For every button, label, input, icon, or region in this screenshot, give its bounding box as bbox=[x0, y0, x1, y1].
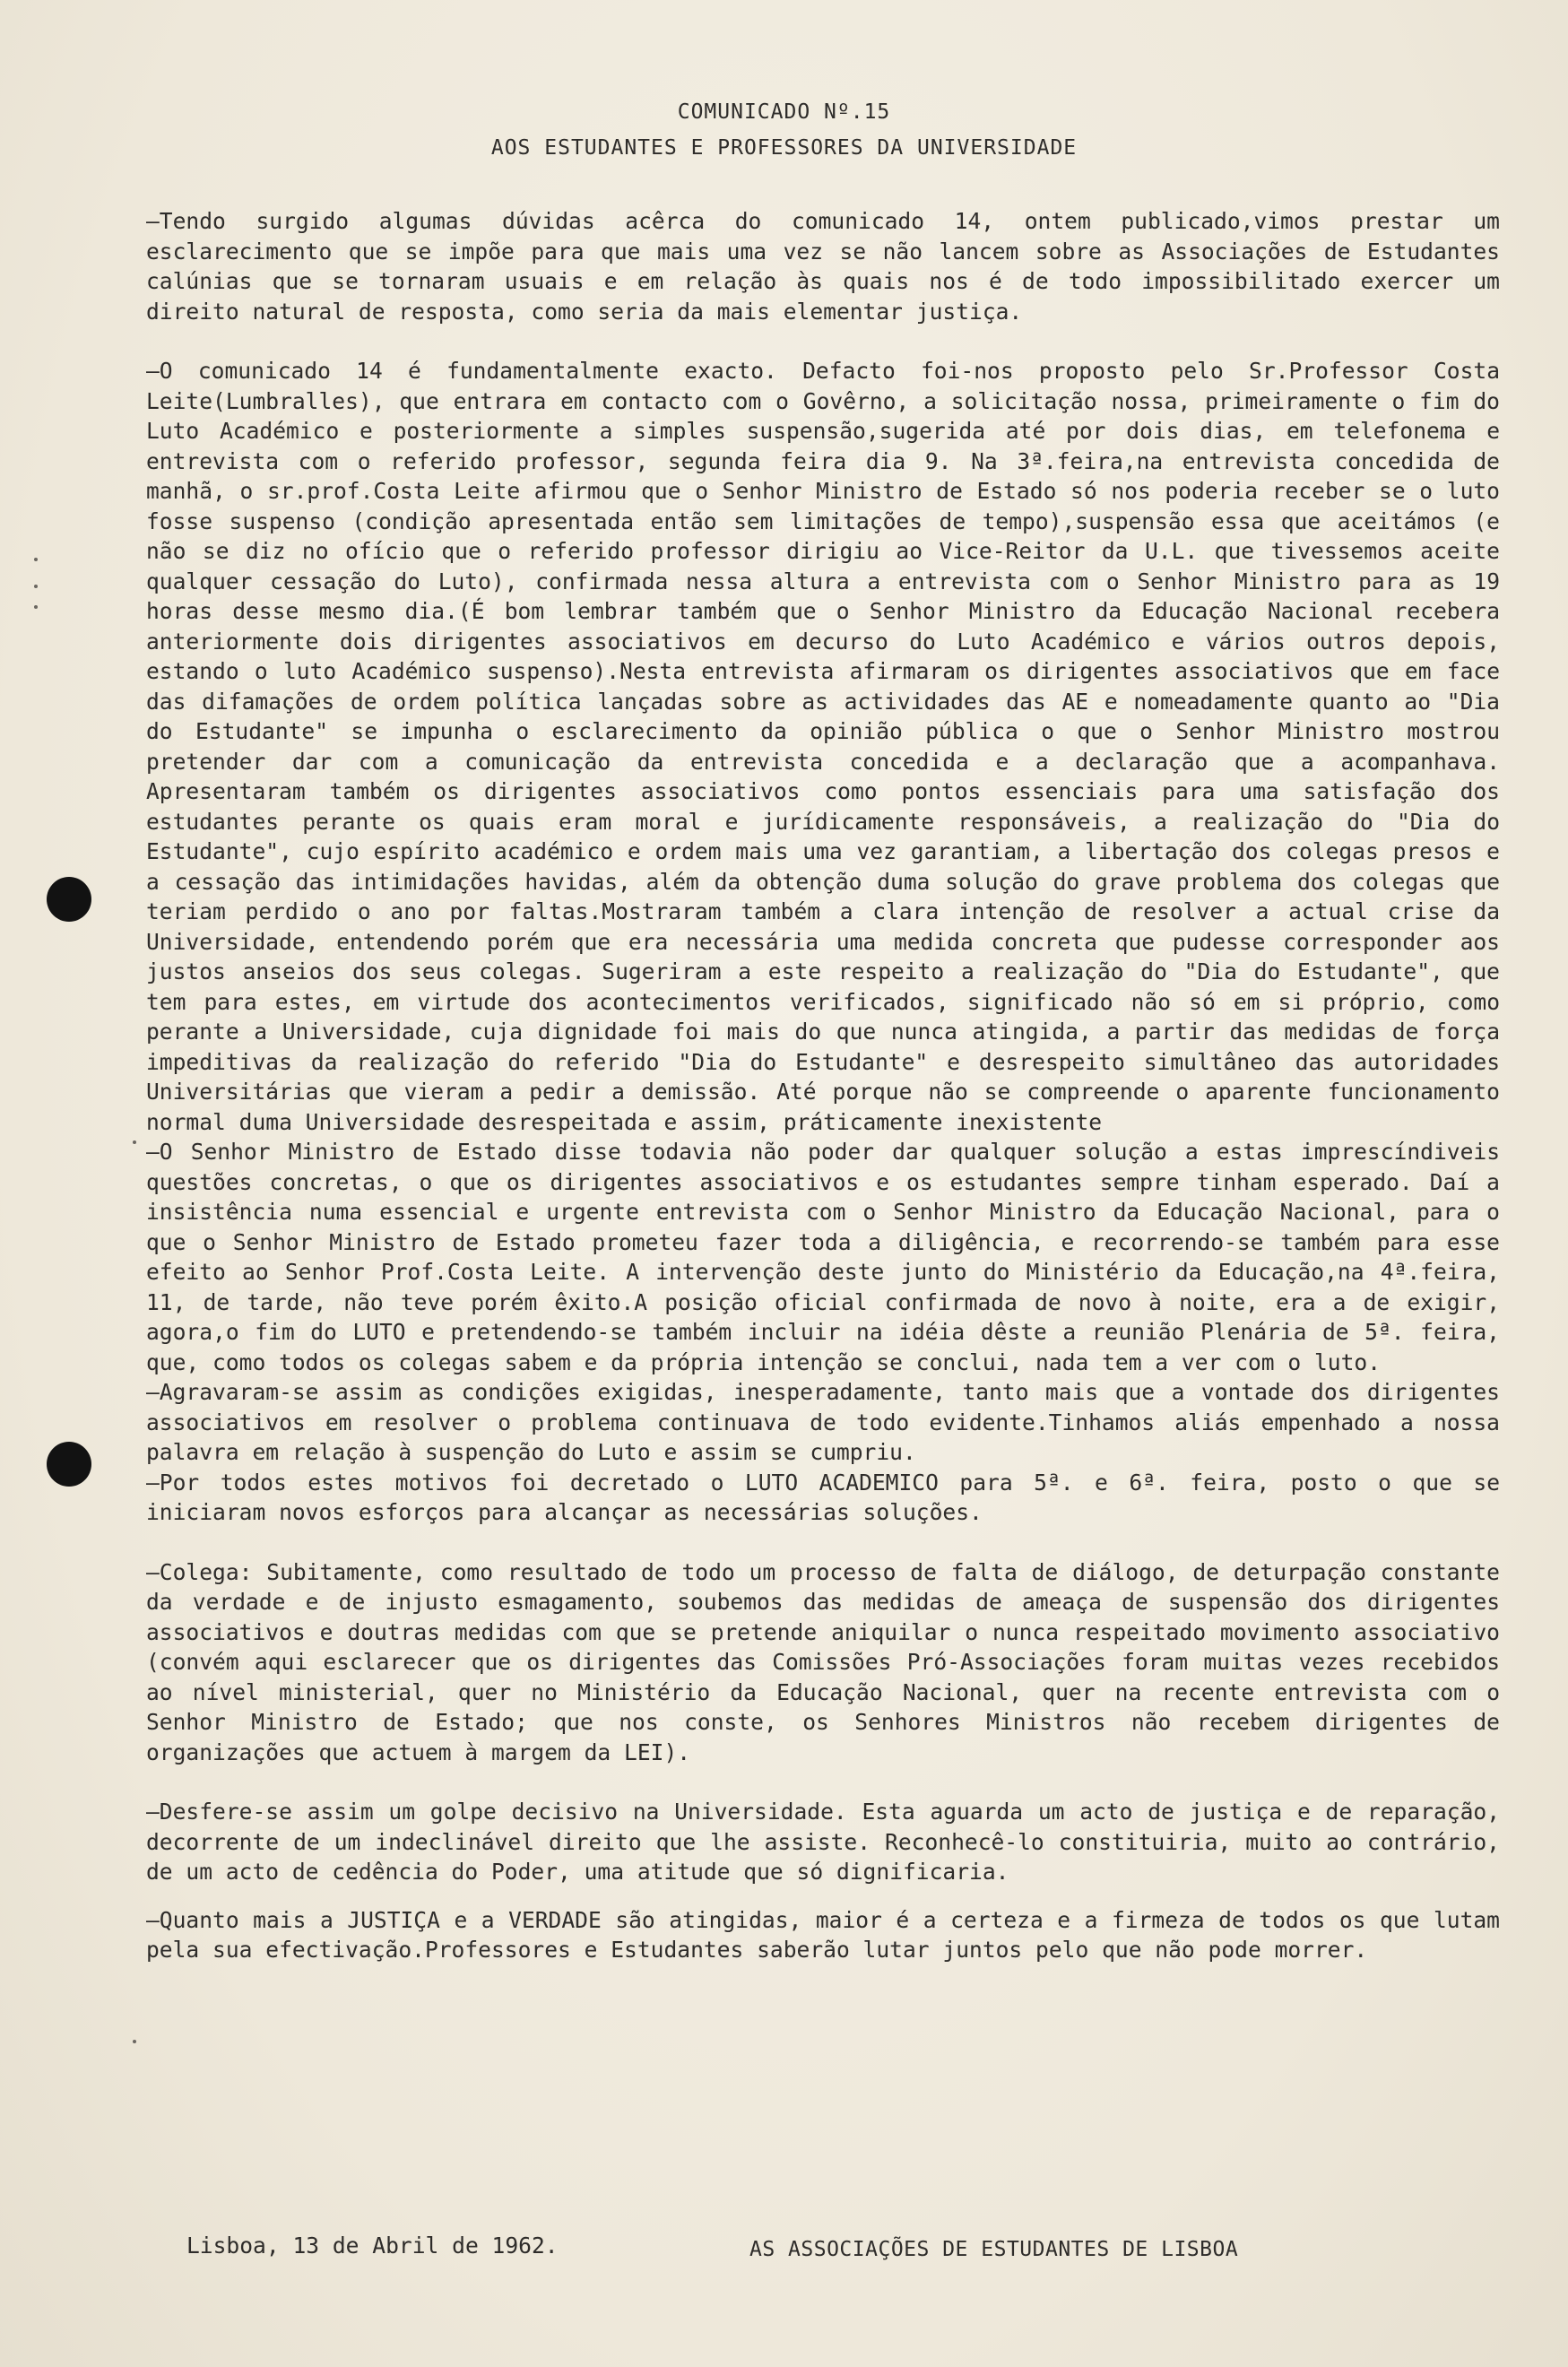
punch-hole bbox=[47, 877, 91, 922]
paragraph-luto-decreed: —Por todos estes motivos foi decretado o LUTO ACADEMICO para 5ª. e 6ª. feira, posto o que se iniciaram novos esforços para alcançar as necessárias soluções. bbox=[146, 1469, 1500, 1525]
ink-speck bbox=[34, 605, 38, 609]
place-date: Lisboa, 13 de Abril de 1962. bbox=[186, 2233, 559, 2259]
punch-hole bbox=[47, 1442, 91, 1487]
ink-speck bbox=[133, 2040, 136, 2043]
document-header bbox=[0, 100, 1568, 160]
document-title: COMUNICADO Nº.15 bbox=[677, 100, 891, 124]
ink-speck bbox=[34, 585, 38, 588]
paragraph-golpe: —Desfere-se assim um golpe decisivo na Universidade. Esta aguarda um acto de justiça e de reparação, decorrente de um indeclinável direito que lhe assiste. Reconhecê-lo constituiria, muito ao contrário, de um acto de cedência do Poder, uma atitude que só dignificaria. bbox=[146, 1799, 1500, 1885]
paragraph-communique-14: —O comunicado 14 é fundamentalmente exacto. Defacto foi-nos proposto pelo Sr.Professor Costa Leite(Lumbralles), que entrara em contacto com o Govêrno, a solicitação nossa, primeiramente o fim do Luto Académico e posteriormente a simples suspensão,sugerida até por dois dias, em telefonema e entrevista com o referido professor, segunda feira dia 9. Na 3ª.feira,na entrevista concedida de manhã, o sr.prof.Costa Leite afirmou que o Senhor Ministro de Estado só nos poderia receber se o luto fosse suspenso (condição apresentada então sem limitações de tempo),suspensão essa que aceitámos (e não se diz no ofício que o referido professor dirigiu ao Vice-Reitor da U.L. que tivessemos aceite qualquer cessação do Luto), confirmada nessa altura a entrevista com o Senhor Ministro para as 19 horas desse mesmo dia.(É bom lembrar também que o Senhor Ministro da Educação Nacional recebera anteriormente dois dirigentes associativos em decurso do Luto Académico e vários outros depois, estando o luto Académico suspenso).Nesta entrevista afirmaram os dirigentes associativos que em face das difamações de ordem política lançadas sobre as actividades das AE e nomeadamente quanto ao "Dia do Estudante" se impunha o esclarecimento da opinião pública o que o Senhor Ministro mostrou pretender dar com a comunicação da entrevista concedida e a declaração que a acompanhava. Apresentaram também os dirigentes associativos como pontos essenciais para uma satisfação dos estudantes perante os quais eram moral e jurídicamente responsáveis, a realização do "Dia do Estudante", cujo espírito académico e ordem mais uma vez garantiam, a libertação dos colegas presos e a cessação das intimidações havidas, além da obtenção duma solução do grave problema dos colegas que teriam perdido o ano por faltas.Mostraram também a clara intenção de resolver a actual crise da Universidade, entendendo porém que era necessária uma medida concreta que pudesse corresponder aos justos anseios dos seus colegas. Sugeriram a este respeito a realização do "Dia do Estudante", que tem para estes, em virtude dos acontecimentos verificados, significado não só em si próprio, como perante a Universidade, cuja dignidade foi mais do que nunca atingida, a partir das medidas de força impeditivas da realização do referido "Dia do Estudante" e desrespeito simultâneo das autoridades Universitárias que vieram a pedir a demissão. Até porque não se compreende o aparente funcionamento normal duma Universidade desrespeitada e assim, práticamente inexistente bbox=[146, 358, 1500, 1135]
ink-speck bbox=[34, 558, 38, 561]
paragraph-colega: —Colega: Subitamente, como resultado de todo um processo de falta de diálogo, de deturpação constante da verdade e de injusto esmagamento, soubemos das medidas de ameaça de suspensão dos dirigentes associativos e doutras medidas com que se pretende aniquilar o nunca respeitado movimento associativo (convém aqui esclarecer que os dirigentes das Comissões Pró-Associações foram muitas vezes recebidos ao nível ministerial, quer no Ministério da Educação Nacional, quer na recente entrevista com o Senhor Ministro de Estado; que nos conste, os Senhores Ministros não recebem dirigentes de organizações que actuem à margem da LEI). bbox=[146, 1558, 1500, 1765]
paragraph-conditions: —Agravaram-se assim as condições exigidas, inesperadamente, tanto mais que a vontade dos dirigentes associativos em resolver o problema continuava de todo evidente.Tinhamos aliás empenhado a nossa palavra em relação à suspenção do Luto e assim se cumpriu. bbox=[146, 1379, 1500, 1465]
document-subtitle: AOS ESTUDANTES E PROFESSORES DA UNIVERSIDADE bbox=[490, 136, 1078, 160]
paragraph-clarification: —Tendo surgido algumas dúvidas acêrca do comunicado 14, ontem publicado,vimos prestar um esclarecimento que se impõe para que mais uma vez se não lancem sobre as Associações de Estudantes calúnias que se tornaram usuais e em relação às quais nos é de todo impossibilitado exercer um direito natural de resposta, como seria da mais elementar justiça. bbox=[146, 208, 1500, 325]
ink-speck bbox=[133, 1140, 136, 1144]
paragraph-justica: —Quanto mais a JUSTIÇA e a VERDADE são atingidas, maior é a certeza e a firmeza de todos os que lutam pela sua efectivação.Professores e Estudantes saberão lutar juntos pelo que não pode morrer. bbox=[146, 1906, 1500, 1963]
paragraph-minister-response: —O Senhor Ministro de Estado disse todavia não poder dar qualquer solução a estas imprescíndiveis questões concretas, o que os dirigentes associativos e os estudantes sempre tinham esperado. Daí a insistência numa essencial e urgente entrevista com o Senhor Ministro da Educação Nacional, para o que o Senhor Ministro de Estado prometeu fazer toda a diligência, e recorrendo-se também para esse efeito ao Senhor Prof.Costa Leite. A intervenção deste junto do Ministério da Educação,na 4ª.feira, 11, de tarde, não teve porém êxito.A posição oficial confirmada de novo à noite, era a de exigir, agora,o fim do LUTO e pretendendo-se também incluir na idéia dêste a reunião Plenária de 5ª. feira, que, como todos os colegas sabem e da própria intenção se conclui, nada tem a ver com o luto. bbox=[146, 1139, 1500, 1375]
document-body bbox=[146, 206, 1500, 1965]
signature: AS ASSOCIAÇÕES DE ESTUDANTES DE LISBOA bbox=[749, 2238, 1239, 2261]
